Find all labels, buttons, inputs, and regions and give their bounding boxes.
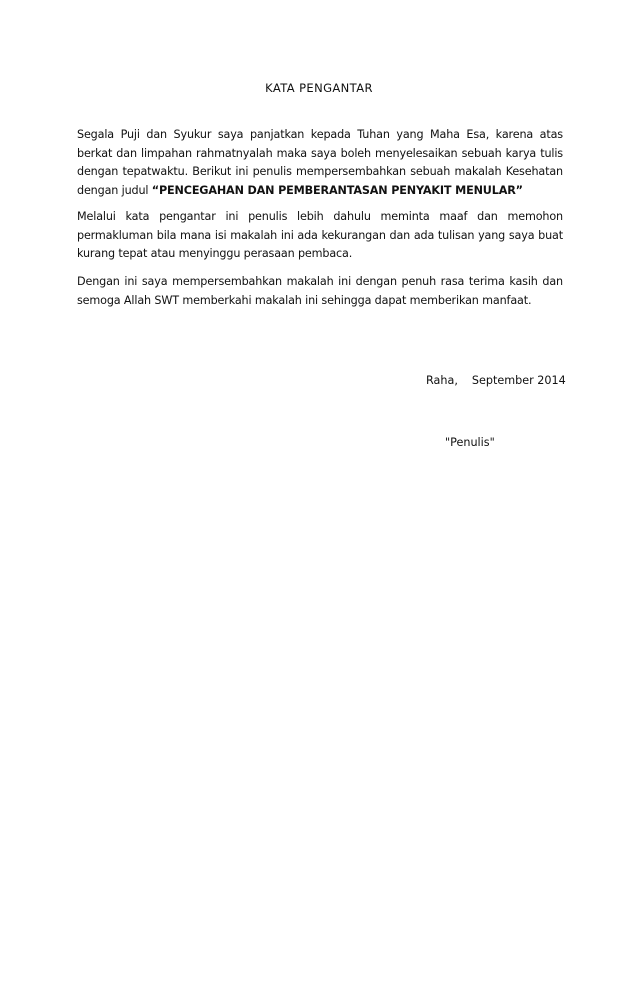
paragraph-closing: Dengan ini saya mempersembahkan makalah ini dengan penuh rasa terima kasih dan semoga Allah SWT memberkahi makalah ini sehingga dapat memberikan manfaat.: [77, 275, 563, 307]
document-title: KATA PENGANTAR: [265, 81, 373, 95]
place: Raha,: [426, 374, 458, 387]
paper-title-bold: “PENCEGAHAN DAN PEMBERANTASAN PENYAKIT MENULAR”: [151, 183, 523, 197]
paragraph-opening: [77, 126, 563, 200]
place-date-line: [426, 374, 566, 388]
paragraph-opening-text: Segala Puji dan Syukur saya panjatkan kepada Tuhan yang Maha Esa, karena atas berkat dan limpahan rahmatnyalah maka saya boleh menyelesaikan sebuah karya tulis dengan tepatwaktu. Berikut ini penulis mempersembahkan sebuah makalah Kesehatan dengan judul: [77, 128, 563, 197]
author-signature: "Penulis": [445, 436, 495, 449]
paragraph-apology: Melalui kata pengantar ini penulis lebih dahulu meminta maaf dan memohon permakluman bila mana isi makalah ini ada kekurangan dan ada tulisan yang saya buat kurang tepat atau menyinggu perasaan pembaca.: [77, 210, 563, 260]
date: September 2014: [471, 374, 566, 387]
